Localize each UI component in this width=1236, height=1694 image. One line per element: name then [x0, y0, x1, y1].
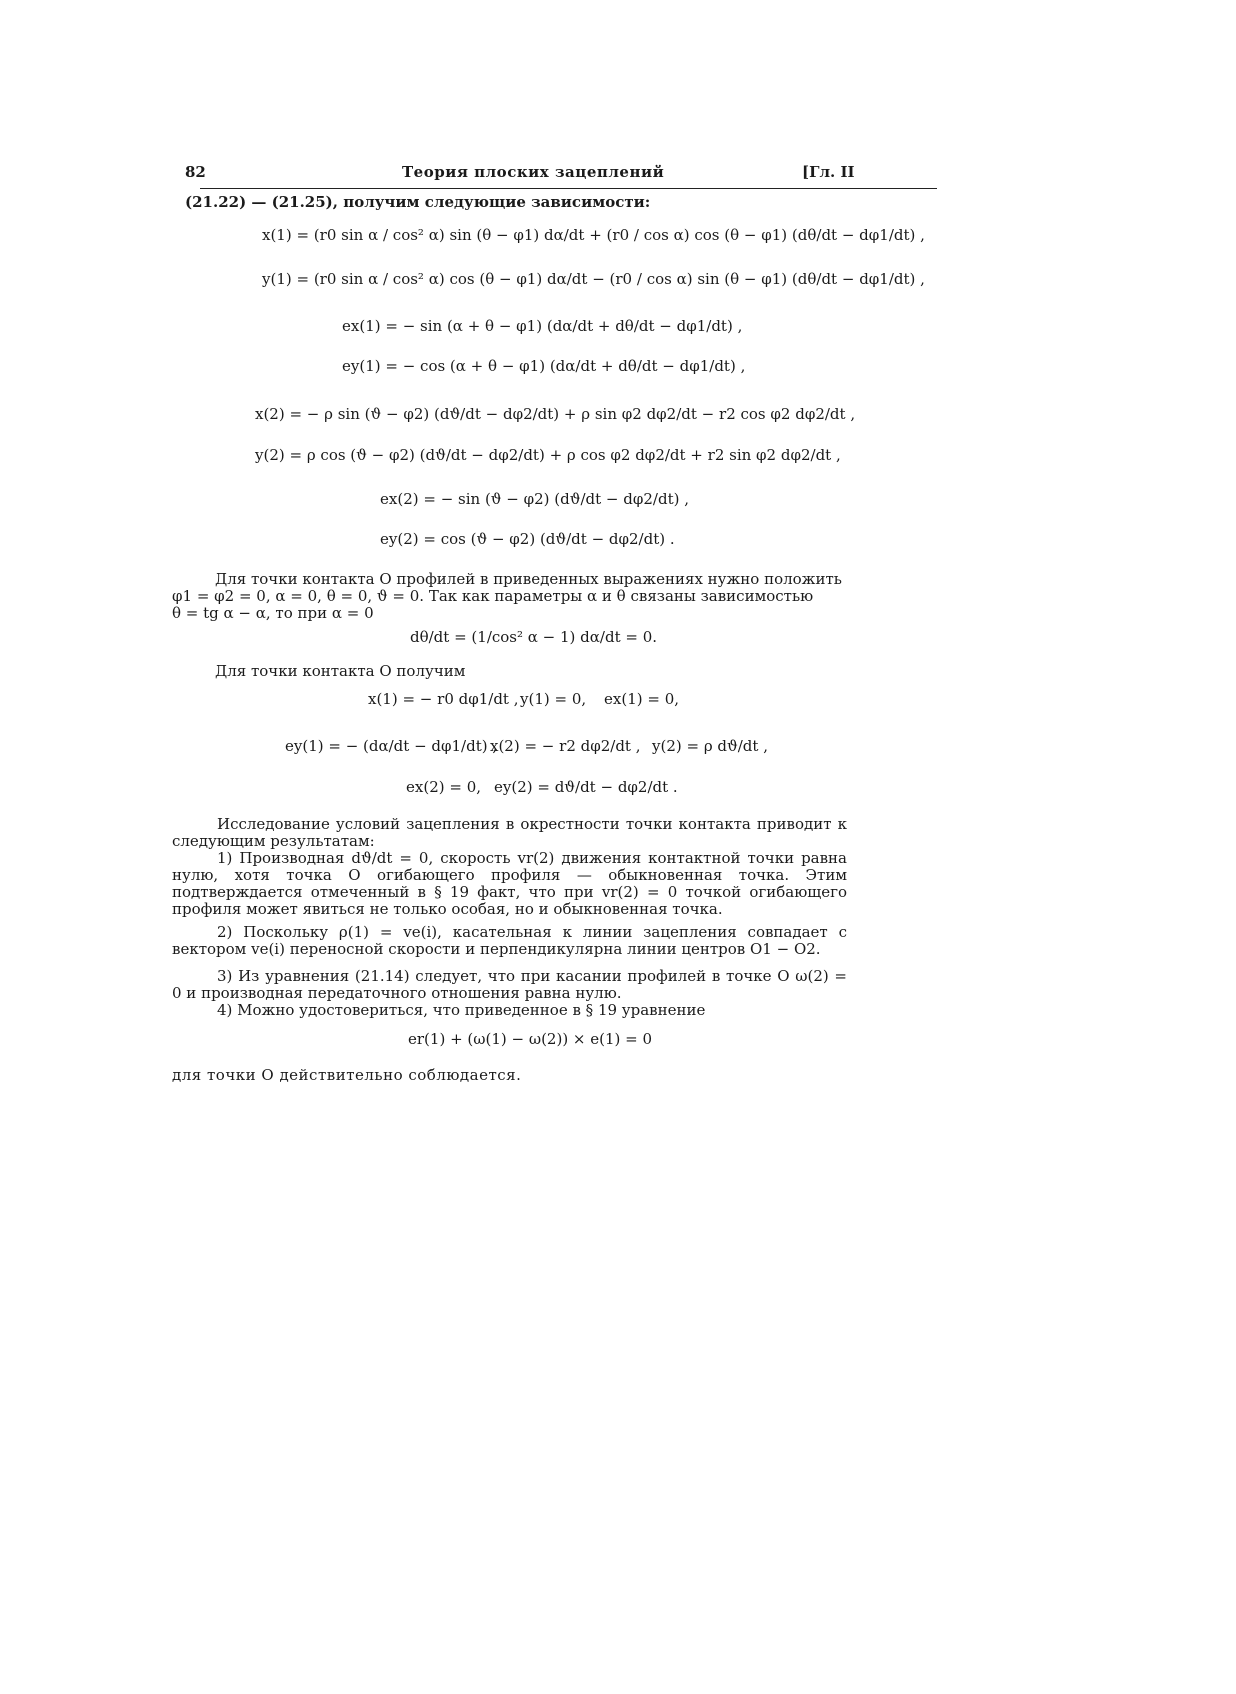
equation-y1: y(1) = (r0 sin α / cos² α) cos (θ − φ1) dα/dt − (r0 / cos α) sin (θ − φ1) (dθ/dt − dφ1/dt) , [262, 270, 925, 288]
para3: Исследование условий зацепления в окрестности точки контакта приводит к следующим результатам: [172, 815, 847, 850]
item-1: 1) Производная dϑ/dt = 0, скорость vr(2) движения контактной точки равна нулю, хотя точка O огибающего профиля — обыкновенная точка. Этим подтверждается отмеченный в § 19 факт, что при vr(2) = 0 точкой огибающего профиля может явиться не только особая, но и обыкновенная точка. [172, 849, 847, 918]
equation-x2: x(2) = − ρ sin (ϑ − φ2) (dϑ/dt − dφ2/dt) + ρ sin φ2 dφ2/dt − r2 cos φ2 dφ2/dt , [255, 405, 856, 423]
chapter-marker: [Гл. II [802, 163, 855, 181]
result-ex1: ex(1) = 0, [604, 690, 679, 708]
result-ex2: ex(2) = 0, [406, 778, 481, 796]
result-x1: x(1) = − r0 dφ1/dt , [368, 690, 519, 708]
item-4: 4) Можно удостовериться, что приведенное в § 19 уравнение [217, 1001, 706, 1019]
result-ey1: ey(1) = − (dα/dt − dφ1/dt) , [285, 737, 498, 755]
result-y2: y(2) = ρ dϑ/dt , [652, 737, 768, 755]
page-number: 82 [185, 163, 206, 181]
equation-ey1: ey(1) = − cos (α + θ − φ1) (dα/dt + dθ/dt − dφ1/dt) , [342, 357, 746, 375]
intro-line: (21.22) — (21.25), получим следующие зависимости: [185, 193, 651, 211]
equation-y2: y(2) = ρ cos (ϑ − φ2) (dϑ/dt − dφ2/dt) + ρ cos φ2 dφ2/dt + r2 sin φ2 dφ2/dt , [255, 446, 841, 464]
equation-ex2: ex(2) = − sin (ϑ − φ2) (dϑ/dt − dφ2/dt) , [380, 490, 689, 508]
equation-last: er(1) + (ω(1) − ω(2)) × e(1) = 0 [408, 1030, 653, 1048]
equation-x1: x(1) = (r0 sin α / cos² α) sin (θ − φ1) dα/dt + (r0 / cos α) cos (θ − φ1) (dθ/dt − dφ1/dt) , [262, 226, 925, 244]
closing-line: для точки O действительно соблюдается. [172, 1066, 522, 1084]
para1-line2: φ1 = φ2 = 0, α = 0, θ = 0, ϑ = 0. Так как параметры α и θ связаны зависимостью [172, 587, 814, 605]
result-ey2: ey(2) = dϑ/dt − dφ2/dt . [494, 778, 678, 796]
result-x2: x(2) = − r2 dφ2/dt , [490, 737, 641, 755]
header-rule [200, 188, 937, 189]
equation-dtheta: dθ/dt = (1/cos² α − 1) dα/dt = 0. [410, 628, 658, 646]
para2: Для точки контакта O получим [215, 662, 466, 680]
para1-line3: θ = tg α − α, то при α = 0 [172, 604, 374, 622]
para1-line1: Для точки контакта O профилей в приведенных выражениях нужно положить [215, 570, 842, 588]
item-2: 2) Поскольку ρ(1) = ve(i), касательная к линии зацепления совпадает с вектором ve(i) переносной скорости и перпендикулярна линии центров O1 − O2. [172, 923, 847, 958]
result-y1: y(1) = 0, [520, 690, 587, 708]
running-title: Теория плоских зацеплений [402, 163, 665, 181]
equation-ex1: ex(1) = − sin (α + θ − φ1) (dα/dt + dθ/dt − dφ1/dt) , [342, 317, 743, 335]
item-3: 3) Из уравнения (21.14) следует, что при касании профилей в точке O ω(2) = 0 и производная передаточного отношения равна нулю. [172, 967, 847, 1002]
equation-ey2: ey(2) = cos (ϑ − φ2) (dϑ/dt − dφ2/dt) . [380, 530, 675, 548]
